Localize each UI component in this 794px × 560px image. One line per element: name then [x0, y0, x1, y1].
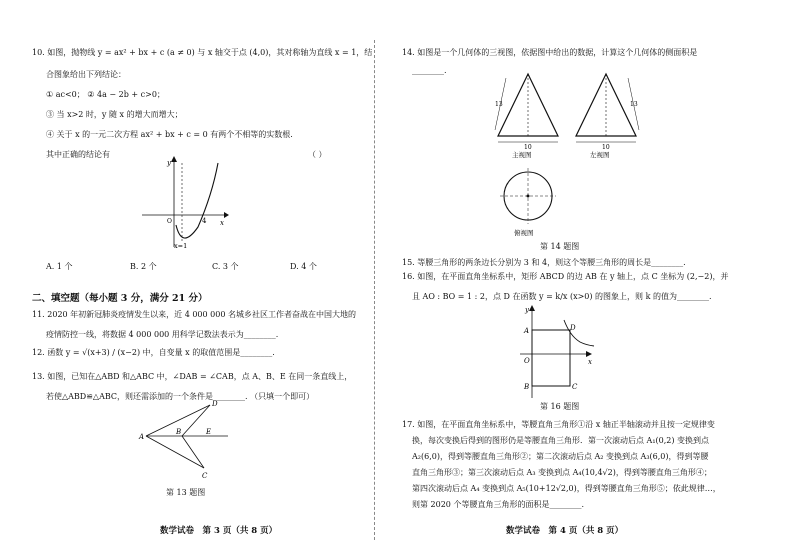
- q17-line6: 则第 2020 个等腰直角三角形的面积是________.: [412, 500, 584, 509]
- q10-x-label: x: [220, 219, 224, 227]
- label-a: A: [139, 433, 145, 441]
- left-base-label: 10: [602, 144, 610, 151]
- q14-line2: ________.: [412, 66, 447, 75]
- q10-parabola-figure: [140, 155, 230, 250]
- q16-x-arrow: [586, 351, 592, 357]
- section-two-heading: 二、填空题（每小题 3 分，满分 21 分）: [32, 293, 208, 304]
- label-e: E: [206, 428, 212, 436]
- label-b: B: [176, 428, 182, 436]
- left-view-label: 左视图: [590, 151, 610, 158]
- front-side-label: 13: [495, 101, 503, 108]
- q10-answer-paren: （ ）: [308, 150, 327, 159]
- top-view-center: [527, 195, 530, 198]
- q10-line2: 合图象给出下列结论：: [46, 70, 126, 79]
- q10-line1: 10. 如图，抛物线 y = ax² + bx + c (a ≠ 0) 与 x 轴交于点 (4,0)，其对称轴为直线 x = 1，结: [32, 48, 373, 57]
- q10-line4: ③ 当 x>2 时，y 随 x 的增大而增大；: [46, 110, 183, 119]
- q11-line2: 疫情防控一线，将数据 4 000 000 用科学记数法表示为________.: [46, 330, 279, 339]
- q16-label-c: C: [572, 383, 578, 391]
- q16-y-arrow: [529, 305, 535, 311]
- front-view-figure: [490, 70, 570, 158]
- q10-line6: 其中正确的结论有: [46, 150, 110, 159]
- top-view-label: 俯视图: [514, 229, 534, 237]
- q12-text: 12. 函数 y = √(x+3) / (x−2) 中，自变量 x 的取值范围是________.: [32, 348, 275, 357]
- page-divider: [374, 40, 375, 540]
- left-side-label: 13: [630, 101, 638, 108]
- q13-line1: 13. 如图，已知在△ABD 和△ABC 中，∠DAB = ∠CAB，点 A、B、E 在同一条直线上，: [32, 372, 353, 381]
- q17-line3: A₂(6,0)，得到等腰直角三角形②；第二次滚动后点 A₂ 变换到点 A₃(6,0)，得到等腰: [412, 452, 709, 461]
- q16-line1: 16. 如图，在平面直角坐标系中，矩形 ABCD 的边 AB 在 y 轴上，点 C 坐标为 (2,−2)，并: [402, 272, 729, 281]
- q10-option-a: A. 1 个: [46, 262, 73, 271]
- q16-line2: 且 AO : BO = 1 : 2，点 D 在函数 y = k/x (x>0) 的图象上，则 k 的值为________.: [412, 292, 712, 301]
- hyperbola-curve: [564, 320, 594, 346]
- front-view-label: 主视图: [512, 151, 532, 158]
- q15-text: 15. 等腰三角形的两条边长分别为 3 和 4，则这个等腰三角形的周长是________.: [402, 258, 686, 267]
- q14-caption: 第 14 题图: [540, 242, 580, 251]
- q16-rectangle-figure: [516, 302, 596, 400]
- q10-option-d: D. 4 个: [290, 262, 317, 271]
- left-view-figure: [568, 70, 648, 158]
- q11-line1: 11. 2020 年初新冠肺炎疫情发生以来，近 4 000 000 名城乡社区工作者奋战在中国大地的: [32, 310, 356, 319]
- q13-line2: 若使△ABD≌△ABC，则还需添加的一个条件是________. （只填一个即可）: [46, 392, 315, 401]
- q16-label-d: D: [570, 324, 576, 332]
- q10-axis-label: x=1: [174, 242, 188, 250]
- q10-y-label: y: [167, 159, 171, 167]
- segment-bc: [182, 436, 204, 468]
- right-footer: 数学试卷 第 4 页（共 8 页）: [506, 526, 624, 536]
- q10-origin-label: O: [167, 218, 172, 225]
- q10-option-b: B. 2 个: [130, 262, 157, 271]
- q16-x-label: x: [588, 358, 592, 366]
- front-base-label: 10: [524, 144, 532, 151]
- q16-label-a: A: [524, 327, 530, 335]
- x-axis-arrow: [224, 212, 229, 218]
- rectangle-abcd: [532, 330, 570, 386]
- q17-line5: 第四次滚动后点 A₄ 变换到点 A₅(10+12√2,0)，得到等腰直角三角形⑤；依此规律…，: [412, 484, 721, 493]
- q17-line4: 直角三角形③；第三次滚动后点 A₃ 变换到点 A₄(10,4√2)，得到等腰直角三角形④；: [412, 468, 712, 477]
- q16-label-b: B: [524, 383, 530, 391]
- q16-y-label: y: [525, 306, 529, 314]
- q17-line1: 17. 如图，在平面直角坐标系中，等腰直角三角形①沿 x 轴正半轴滚动并且按一定规律变: [402, 420, 715, 429]
- left-footer: 数学试卷 第 3 页（共 8 页）: [160, 526, 278, 536]
- y-axis-arrow: [171, 156, 177, 162]
- q16-label-o: O: [524, 357, 530, 365]
- q13-triangle-figure: [138, 398, 233, 480]
- label-d: D: [212, 400, 218, 408]
- q10-line3: ① ac<0； ② 4a − 2b + c>0；: [46, 90, 165, 99]
- q10-four-label: 4: [202, 217, 207, 225]
- label-c: C: [202, 472, 208, 480]
- q14-line1: 14. 如图是一个几何体的三视图，依据图中给出的数据，计算这个几何体的侧面积是: [402, 48, 698, 57]
- q10-option-c: C. 3 个: [212, 262, 239, 271]
- top-view-figure: [498, 168, 558, 238]
- q10-line5: ④ 关于 x 的一元二次方程 ax² + bx + c = 0 有两个不相等的实数根.: [46, 130, 293, 139]
- q17-line2: 换，每次变换后得到的图形仍是等腰直角三角形．第一次滚动后点 A₁(0,2) 变换到点: [412, 436, 710, 445]
- segment-ac: [146, 436, 204, 468]
- q13-caption: 第 13 题图: [166, 488, 206, 497]
- q16-caption: 第 16 题图: [540, 402, 580, 411]
